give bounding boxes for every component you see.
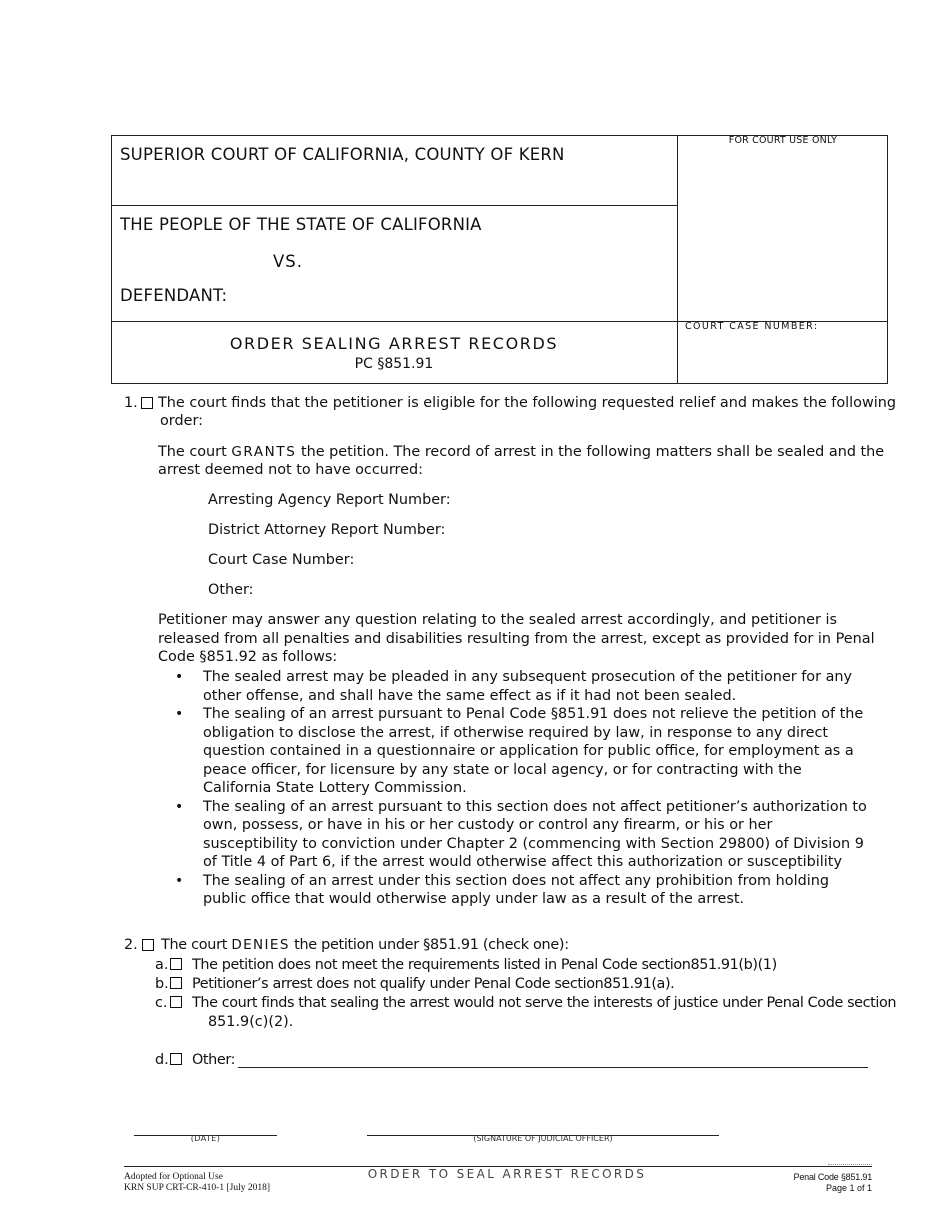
court-name: SUPERIOR COURT OF CALIFORNIA, COUNTY OF KERN <box>120 145 565 164</box>
vs-label: VS. <box>273 252 304 271</box>
petitioner-paragraph: Petitioner may answer any question relating to the sealed arrest accordingly, and petitioner is released from all penalties and disabilities resulting from the arrest, except as provided for in Penal Code §851.92 as follows: <box>158 612 875 665</box>
footer-rule-short <box>828 1164 872 1165</box>
district-attorney-input[interactable] <box>444 519 870 541</box>
footer-page: Page 1 of 1 <box>825 1183 872 1193</box>
grants-line <box>158 443 884 462</box>
bullet-list <box>203 668 871 909</box>
section2-number: 2. <box>124 937 138 953</box>
field-other: Other: <box>208 582 254 598</box>
grants-prefix: The court <box>158 444 227 460</box>
bullet-item: • The sealing of an arrest under this section does not affect any prohibition from holding public office that would otherwise apply under law as a result of the arrest. <box>203 872 871 909</box>
form-code: PC §851.91 <box>354 356 434 372</box>
option-a-checkbox[interactable] <box>170 958 182 970</box>
denies-word: DENIES <box>231 937 290 953</box>
caption-divider-court <box>111 205 678 206</box>
bullet-item: • The sealing of an arrest pursuant to this section does not affect petitioner’s authorization to own, possess, or have in his or her custody or control any firearm, or his or her susceptibility to conviction under Chapter 2 (commencing with Section 29800) of Division 9 of Title 4 of Part 6, if the arrest would otherwise affect this authorization or susceptibility <box>203 798 871 872</box>
people-line: THE PEOPLE OF THE STATE OF CALIFORNIA <box>120 215 482 234</box>
option-d-text: Other: <box>192 1052 236 1068</box>
footer-penal-code: Penal Code §851.91 <box>793 1172 872 1182</box>
field-district-attorney: District Attorney Report Number: <box>208 522 446 538</box>
field-court-case: Court Case Number: <box>208 552 355 568</box>
option-a-letter: a. <box>155 957 169 973</box>
option-c-text: The court finds that sealing the arrest would not serve the interests of justice under Penal Code section <box>192 995 897 1011</box>
section1-number: 1. <box>124 395 138 411</box>
section1-finding-text: The court finds that the petitioner is eligible for the following requested relief and makes the following <box>158 395 896 411</box>
other-input[interactable] <box>256 579 870 601</box>
footer-form-id: KRN SUP CRT-CR-410-1 [July 2018] <box>124 1183 270 1193</box>
grants-cont: arrest deemed not to have occurred: <box>158 462 423 478</box>
case-number-label: COURT CASE NUMBER: <box>685 321 819 332</box>
date-label: (DATE) <box>190 1134 221 1143</box>
form-title: ORDER SEALING ARREST RECORDS <box>229 334 559 353</box>
grants-text: the petition. The record of arrest in the following matters shall be sealed and the <box>300 444 885 460</box>
field-arresting-agency: Arresting Agency Report Number: <box>208 492 451 508</box>
section1-finding-cont: order: <box>160 413 203 429</box>
option-c-letter: c. <box>155 995 168 1011</box>
option-a-text: The petition does not meet the requirements listed in Penal Code section851.91(b)(1) <box>192 957 777 973</box>
defendant-field[interactable] <box>240 284 670 308</box>
option-b-checkbox[interactable] <box>170 977 182 989</box>
denies-prefix: The court <box>161 937 228 953</box>
option-d-letter: d. <box>155 1052 169 1068</box>
bullet-item: • The sealing of an arrest pursuant to Penal Code §851.91 does not relieve the petition of the obligation to disclose the arrest, if otherwise required by law, in response to any direct question contained in a questionnaire or application for public office, for employment as a peace officer, for licensure by any state or local agency, or for contracting with the California State Lottery Commission. <box>203 705 871 798</box>
grants-word: GRANTS <box>231 444 297 460</box>
defendant-label: DEFENDANT: <box>120 286 228 305</box>
arresting-agency-input[interactable] <box>450 489 870 511</box>
signature-label: (SIGNATURE OF JUDICIAL OFFICER) <box>473 1134 613 1143</box>
option-d-other-line[interactable] <box>238 1067 868 1072</box>
section2-deny-checkbox[interactable] <box>142 939 154 951</box>
section1-grant-checkbox[interactable] <box>141 397 153 409</box>
case-number-field[interactable] <box>682 338 884 380</box>
bullet-item: • The sealed arrest may be pleaded in any subsequent prosecution of the petitioner for any other offense, and shall have the same effect as if it had not been sealed. <box>203 668 871 705</box>
option-c-cont: 851.9(c)(2). <box>208 1014 294 1030</box>
footer-center-title: ORDER TO SEAL ARREST RECORDS <box>367 1167 647 1181</box>
court-use-area[interactable] <box>680 150 886 318</box>
denies-line <box>161 936 569 955</box>
court-case-input[interactable] <box>354 549 870 571</box>
court-use-label: FOR COURT USE ONLY <box>728 135 838 146</box>
footer-adopted: Adopted for Optional Use <box>124 1172 223 1182</box>
option-b-text: Petitioner’s arrest does not qualify under Penal Code section851.91(a). <box>192 976 675 992</box>
option-b-letter: b. <box>155 976 169 992</box>
caption-divider-vertical <box>677 135 678 384</box>
option-c-checkbox[interactable] <box>170 996 182 1008</box>
denies-text: the petition under §851.91 (check one): <box>294 937 569 953</box>
option-d-checkbox[interactable] <box>170 1053 182 1065</box>
